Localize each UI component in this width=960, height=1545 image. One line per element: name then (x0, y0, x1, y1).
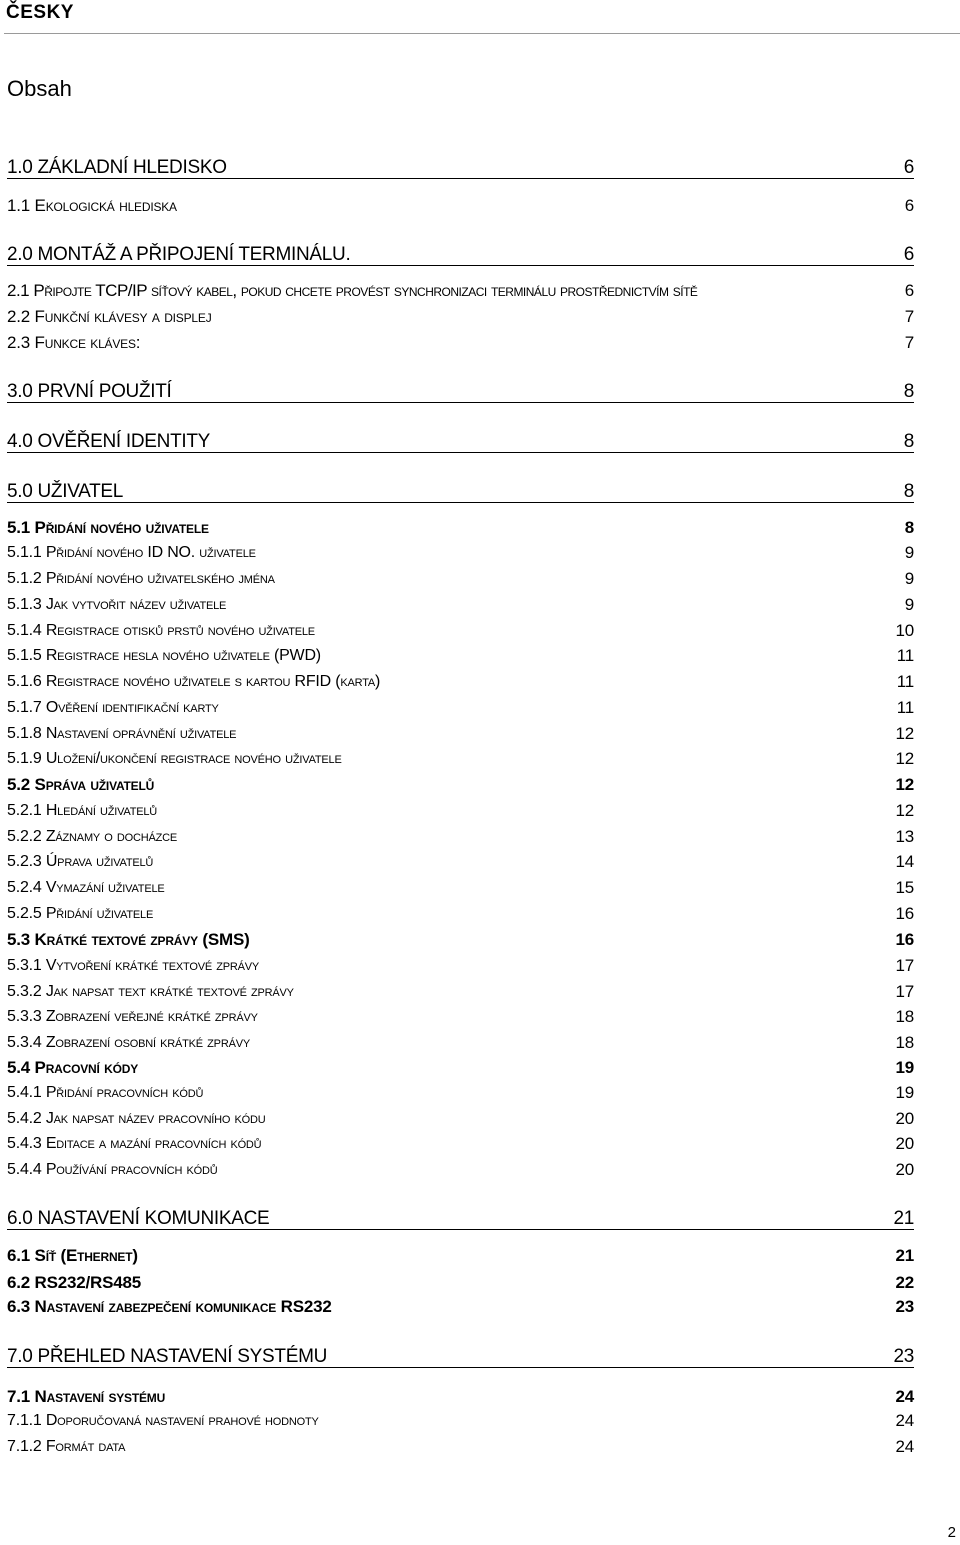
toc-entry-label: 5.1.6 Registrace nového uživatele s kartou RFID (karta) (7, 673, 381, 690)
toc-entry-label: 5.3.1 Vytvoření krátké textové zprávy (7, 957, 260, 974)
toc-entry-label: 5.2.2 Záznamy o docházce (7, 828, 178, 845)
toc-entry-page: 6 (903, 157, 914, 178)
toc-entry[interactable] (7, 1437, 914, 1457)
toc-entry-label: 5.3.2 Jak napsat text krátké textové zprávy (7, 983, 294, 1000)
toc-entry-page: 18 (895, 1033, 914, 1052)
toc-entry[interactable] (7, 1246, 914, 1266)
toc-entry-page: 8 (903, 431, 914, 452)
toc-entry-label: 6.2 RS232/RS485 (7, 1273, 142, 1292)
toc-entry[interactable] (7, 1109, 914, 1129)
toc-entry-label: 5.2.4 Vymazání uživatele (7, 879, 165, 896)
toc-entry[interactable] (7, 307, 914, 327)
toc-entry-page: 6 (904, 281, 914, 300)
toc-entry[interactable] (7, 672, 914, 692)
toc-entry-page: 8 (903, 381, 914, 402)
toc-entry[interactable] (7, 156, 914, 179)
toc-entry-page: 8 (903, 481, 914, 502)
toc-entry-label: 5.4.1 Přidání pracovních kódů (7, 1084, 204, 1101)
toc-entry[interactable] (7, 1273, 914, 1293)
toc-entry-label: 5.2.1 Hledání uživatelů (7, 802, 158, 819)
toc-entry-label: 7.1.2 Formát data (7, 1438, 126, 1455)
toc-entry-page: 8 (904, 518, 914, 537)
header-divider (4, 33, 960, 34)
toc-entry[interactable] (7, 982, 914, 1002)
toc-entry-page: 11 (896, 698, 914, 717)
toc-entry-page: 17 (895, 982, 914, 1001)
toc-entry[interactable] (7, 518, 914, 538)
toc-entry-page: 23 (895, 1297, 914, 1316)
toc-entry-page: 21 (893, 1208, 914, 1229)
toc-entry-label: 5.1.5 Registrace hesla nového uživatele (PWD) (7, 647, 321, 664)
toc-entry[interactable] (7, 930, 914, 950)
toc-entry-page: 15 (895, 878, 914, 897)
toc-entry[interactable] (7, 281, 914, 301)
toc-entry-page: 12 (895, 801, 914, 820)
toc-entry-label: 2.1 Připojte TCP/IP síťový kabel, pokud chcete provést synchronizaci terminálu prostřednictvím sítě (7, 281, 698, 300)
toc-entry[interactable] (7, 827, 914, 847)
toc-entry-page: 9 (904, 543, 914, 562)
toc-entry[interactable] (7, 1134, 914, 1154)
toc-entry-label: 5.2.5 Přidání uživatele (7, 905, 154, 922)
toc-entry-label: 5.1.1 Přidání nového ID NO. uživatele (7, 544, 256, 561)
toc-entry-label: 5.1.9 Uložení/ukončení registrace nového uživatele (7, 750, 342, 767)
toc-entry-label: 5.4.2 Jak napsat název pracovního kódu (7, 1110, 266, 1127)
toc-entry[interactable] (7, 1007, 914, 1027)
toc-entry-page: 20 (895, 1134, 914, 1153)
toc-entry[interactable] (7, 1083, 914, 1103)
toc-entry[interactable] (7, 595, 914, 615)
toc-entry-page: 12 (895, 749, 914, 768)
toc-entry[interactable] (7, 775, 914, 795)
toc-entry[interactable] (7, 333, 914, 353)
toc-entry-page: 24 (895, 1411, 914, 1430)
toc-entry-page: 9 (904, 569, 914, 588)
toc-entry-page: 19 (895, 1058, 914, 1077)
toc-entry[interactable] (7, 956, 914, 976)
toc-entry-page: 12 (895, 724, 914, 743)
toc-entry[interactable] (7, 801, 914, 821)
toc-entry[interactable] (7, 1345, 914, 1368)
toc-entry-label: 5.3 Krátké textové zprávy (SMS) (7, 930, 250, 949)
toc-entry-page: 13 (895, 827, 914, 846)
toc-entry-page: 6 (903, 244, 914, 265)
document-header-language: ČESKY (6, 2, 74, 23)
toc-entry[interactable] (7, 430, 914, 453)
toc-entry-page: 19 (895, 1083, 914, 1102)
toc-entry-label: 5.3.4 Zobrazení osobní krátké zprávy (7, 1034, 250, 1051)
toc-entry[interactable] (7, 852, 914, 872)
toc-entry-label: 5.4.3 Editace a mazání pracovních kódů (7, 1135, 262, 1152)
toc-entry[interactable] (7, 1387, 914, 1407)
toc-entry-label: 7.0 PŘEHLED NASTAVENÍ SYSTÉMU (7, 1346, 328, 1367)
toc-entry-label: 5.4.4 Používání pracovních kódů (7, 1161, 218, 1178)
toc-entry[interactable] (7, 724, 914, 744)
toc-entry-label: 5.1.7 Ověření identifikační karty (7, 699, 219, 716)
toc-entry[interactable] (7, 1207, 914, 1230)
toc-entry-label: 3.0 PRVNÍ POUŽITÍ (7, 381, 172, 402)
toc-entry-page: 11 (896, 672, 914, 691)
toc-entry[interactable] (7, 569, 914, 589)
toc-entry-label: 5.3.3 Zobrazení veřejné krátké zprávy (7, 1008, 258, 1025)
toc-entry[interactable] (7, 1297, 914, 1317)
toc-entry[interactable] (7, 1033, 914, 1053)
toc-entry[interactable] (7, 543, 914, 563)
toc-entry-label: 2.2 Funkční klávesy a displej (7, 307, 212, 326)
toc-entry[interactable] (7, 1058, 914, 1078)
toc-entry-page: 20 (895, 1109, 914, 1128)
toc-entry[interactable] (7, 698, 914, 718)
toc-entry-page: 11 (896, 646, 914, 665)
toc-entry-label: 1.1 Ekologická hlediska (7, 196, 177, 215)
toc-entry-label: 5.1.4 Registrace otisků prstů nového uživatele (7, 622, 315, 639)
toc-entry-page: 10 (895, 621, 914, 640)
toc-entry-page: 16 (895, 930, 914, 949)
toc-entry[interactable] (7, 480, 914, 503)
toc-entry-page: 9 (904, 595, 914, 614)
toc-entry[interactable] (7, 243, 914, 266)
toc-entry-page: 17 (895, 956, 914, 975)
toc-entry-label: 7.1.1 Doporučovaná nastavení prahové hodnoty (7, 1412, 319, 1429)
toc-entry-label: 2.3 Funkce kláves: (7, 333, 141, 352)
toc-entry[interactable] (7, 646, 914, 666)
page-title: Obsah (7, 76, 72, 101)
toc-entry[interactable] (7, 621, 914, 641)
toc-entry-label: 5.1.3 Jak vytvořit název uživatele (7, 596, 227, 613)
toc-entry-label: 4.0 OVĚŘENÍ IDENTITY (7, 431, 211, 452)
toc-entry-page: 23 (893, 1346, 914, 1367)
page-number: 2 (947, 1524, 956, 1541)
toc-entry-label: 7.1 Nastavení systému (7, 1387, 166, 1406)
toc-entry[interactable] (7, 749, 914, 769)
toc-entry-label: 5.4 Pracovní kódy (7, 1058, 139, 1077)
toc-entry-label: 5.2 Správa uživatelů (7, 775, 155, 794)
toc-entry-page: 12 (895, 775, 914, 794)
toc-entry-page: 24 (895, 1437, 914, 1456)
toc-entry-page: 21 (895, 1246, 914, 1265)
toc-entry-page: 16 (895, 904, 914, 923)
toc-entry[interactable] (7, 878, 914, 898)
toc-entry-label: 5.0 UŽIVATEL (7, 481, 124, 502)
toc-entry-label: 5.1.2 Přidání nového uživatelského jména (7, 570, 275, 587)
toc-entry-page: 22 (895, 1273, 914, 1292)
toc-entry-label: 5.2.3 Úprava uživatelů (7, 853, 154, 870)
toc-entry[interactable] (7, 1160, 914, 1180)
toc-entry-label: 2.0 MONTÁŽ A PŘIPOJENÍ TERMINÁLU. (7, 244, 351, 265)
toc-entry-page: 14 (895, 852, 914, 871)
toc-entry[interactable] (7, 380, 914, 403)
toc-entry-label: 1.0 ZÁKLADNÍ HLEDISKO (7, 157, 227, 178)
toc-entry[interactable] (7, 196, 914, 216)
toc-entry-page: 18 (895, 1007, 914, 1026)
toc-entry-page: 20 (895, 1160, 914, 1179)
toc-entry[interactable] (7, 904, 914, 924)
toc-entry[interactable] (7, 1411, 914, 1431)
toc-entry-page: 7 (904, 333, 914, 352)
toc-entry-page: 24 (895, 1387, 914, 1406)
toc-entry-page: 6 (904, 196, 914, 215)
toc-entry-label: 6.1 Síť (Ethernet) (7, 1246, 138, 1265)
toc-entry-page: 7 (904, 307, 914, 326)
toc-entry-label: 5.1.8 Nastavení oprávnění uživatele (7, 725, 237, 742)
toc-entry-label: 5.1 Přidání nového uživatele (7, 518, 209, 537)
toc-entry-label: 6.0 NASTAVENÍ KOMUNIKACE (7, 1208, 270, 1229)
toc-entry-label: 6.3 Nastavení zabezpečení komunikace RS232 (7, 1297, 332, 1316)
